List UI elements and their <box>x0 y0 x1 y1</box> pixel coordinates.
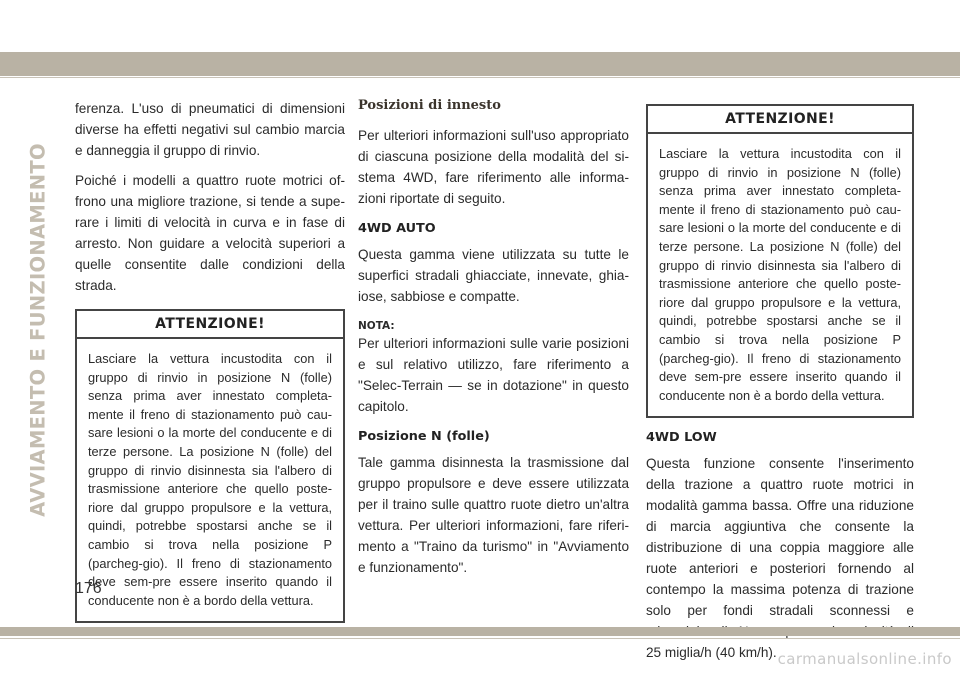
warning-text: Lasciare la vettura incustodita con il gruppo di rinvio in posizione N (folle) senza prima aver innestato completa-mente il freno di stazionamento può cau-sare lesioni o la morte del conducente e di terze persone. La posizione N (folle) del gruppo di rinvio disinnesta sia l'albero di trasmissione anteriore che quello poste-riore dal gruppo propulsore e la vettura, quindi, potrebbe spostarsi anche se il cambio si trova nella posizione P (parcheg-gio). Il freno di stazionamento deve sem-pre essere inserito quando il conducente non è a bordo della vettura. <box>659 146 901 403</box>
subheading-4wd-low: 4WD LOW <box>646 430 717 446</box>
header-band <box>0 52 960 76</box>
footer-band <box>0 627 960 636</box>
warning-box-right <box>646 104 914 418</box>
column-left <box>75 98 345 623</box>
warning-title: ATTENZIONE! <box>648 106 912 134</box>
subheading-neutral: Posizione N (folle) <box>358 429 490 444</box>
warning-text: Lasciare la vettura incustodita con il gruppo di rinvio in posizione N (folle) senza prima aver innestato completa-mente il freno di stazionamento può cau-sare lesioni o la morte del conducente e di terze persone. La posizione N (folle) del gruppo di rinvio disinnesta sia l'albero di trasmissione anteriore che quello poste-riore dal gruppo propulsore e la vettura, quindi, potrebbe spostarsi anche se il cambio si trova nella posizione P (parcheg-gio). Il freno di stazionamento deve sem-pre essere inserito quando il conducente non è a bordo della vettura. <box>88 351 332 608</box>
note-label: NOTA: <box>358 320 395 332</box>
note-text: Per ulteriori informazioni sulle varie posizioni e sul relativo utilizzo, fare riferimento a "Selec-Terrain — se in dotazione" in questo capitolo. <box>358 336 629 414</box>
footer-rule <box>0 638 960 639</box>
paragraph-4wd-auto: Questa gamma viene utilizzata su tutte le superfici stradali ghiacciate, innevate, ghia-iose, sabbiose e compatte. <box>358 247 629 304</box>
section-heading: Posizioni di innesto <box>358 98 501 113</box>
paragraph-4wd-low: Questa funzione consente l'inserimento della trazione a quattro ruote motrici in modalità gamma bassa. Offre una riduzione di marcia aggiuntiva che consente la distribuzione di una coppia maggiore alle ruote anteriori e posteriori fornendo al contempo la massima potenza di trazione solo per fondi stradali sconnessi e 25 miglia/h (40 km/h). <box>646 456 914 661</box>
column-right <box>646 104 914 663</box>
subheading-4wd-auto: 4WD AUTO <box>358 221 436 236</box>
warning-title: ATTENZIONE! <box>77 311 343 339</box>
paragraph-traction: Poiché i modelli a quattro ruote motrici of-frono una migliore trazione, si tende a supe-rare i limiti di velocità in curva e in fase di arresto. Non guidare a velocità superiori a quelle consentite dalle condizioni della strada. <box>75 173 345 293</box>
paragraph-neutral: Tale gamma disinnesta la trasmissione dal gruppo propulsore e deve essere utilizzata per il traino sulle quattro ruote dietro un'altra vettura. Per ulteriori informazioni, fare riferi-mento a "Traino da turismo" in "Avviamento e funzionamento". <box>358 455 629 575</box>
header-rule <box>0 77 960 78</box>
paragraph-tire-sizes: ferenza. L'uso di pneumatici di dimensioni diverse ha effetti negativi sul cambio marcia e danneggia il gruppo di rinvio. <box>75 101 345 158</box>
warning-box-left <box>75 309 345 623</box>
column-middle <box>358 98 629 578</box>
side-section-title-text: AVVIAMENTO E FUNZIONAMENTO <box>26 143 50 517</box>
watermark-text: carmanualsonline.info <box>777 650 952 668</box>
paragraph-intro: Per ulteriori informazioni sull'uso appropriato di ciascuna posizione della modalità del si-stema 4WD, fare riferimento alle informa-zioni riportate di seguito. <box>358 128 629 206</box>
page-number: 176 <box>75 580 102 597</box>
